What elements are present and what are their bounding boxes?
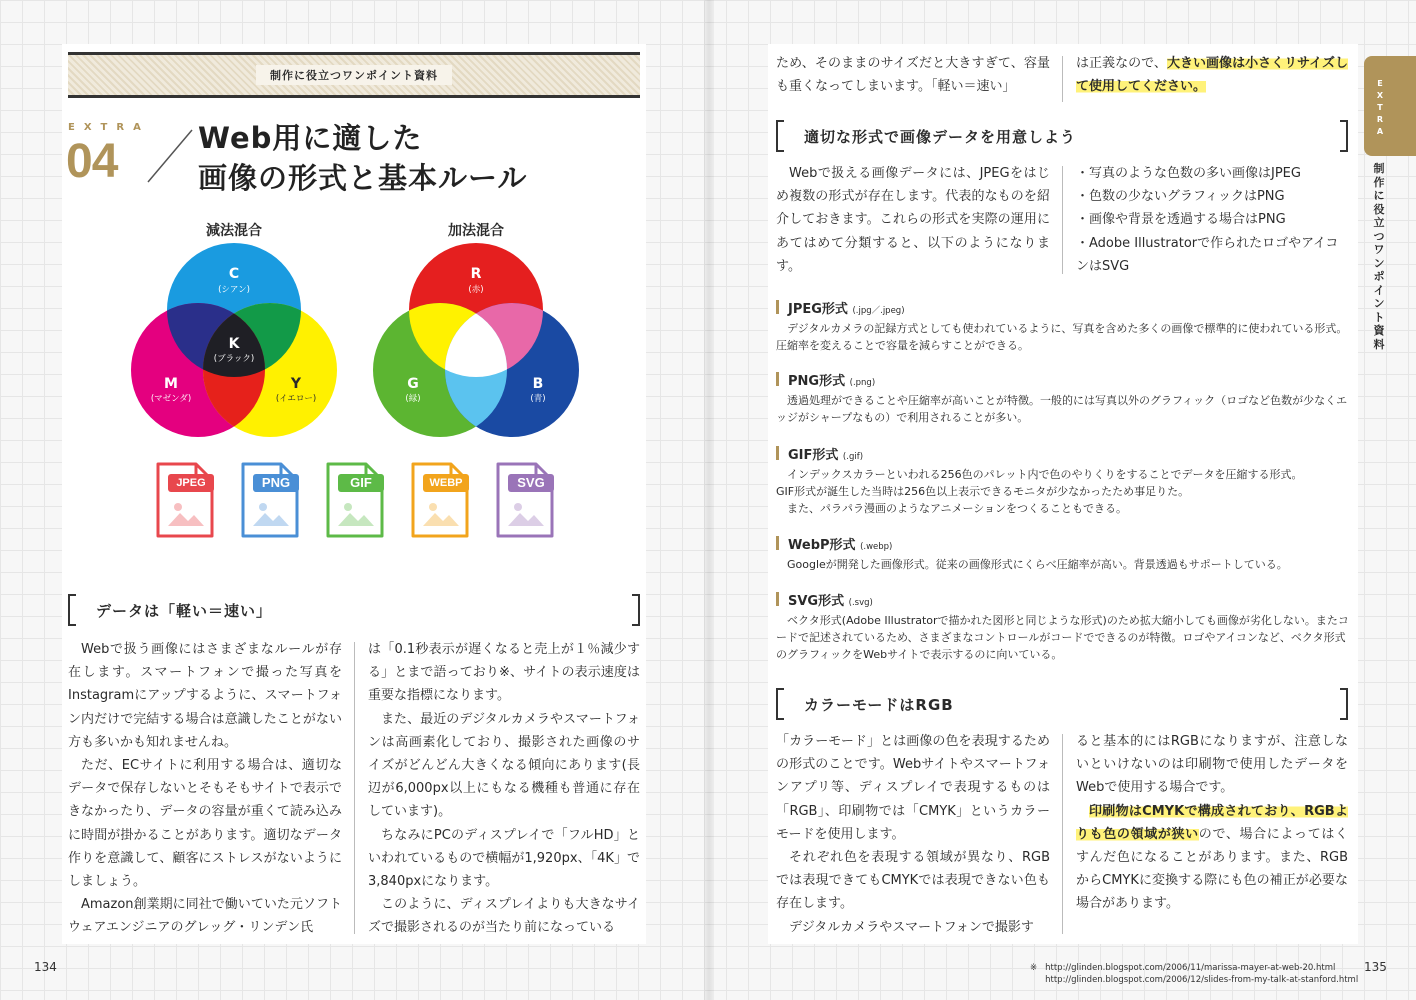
paragraph: Amazon創業期に同社で働いていた元ソフトウェアエンジニアのグレッグ・リンデン氏 (68, 897, 342, 936)
format-name: PNG形式 (788, 374, 846, 389)
title-line-2: 画像の形式と基本ルール (198, 161, 528, 195)
section-heading-color-mode (776, 688, 1348, 720)
extra-number: 04 (66, 135, 118, 188)
page-number-right: 135 (1364, 960, 1387, 974)
additive-venn-diagram (368, 240, 584, 440)
section3-column-2 (1076, 730, 1348, 916)
side-tab-vertical-text: 制作に役立つワンポイント資料 (1373, 162, 1385, 351)
file-icon-gif (324, 460, 386, 540)
text-run: は正義なので、 (1076, 56, 1167, 71)
footnote (1030, 962, 1358, 986)
paragraph: 透過処理ができることや圧縮率が高いことが特徴。一般的には写真以外のグラフィック（ロゴなど色数が少なくエッジがシャープなもの）で利用されることが多い。 (776, 394, 1348, 424)
column-divider (354, 642, 355, 934)
b-name: (青) (530, 394, 546, 404)
format-heading (776, 444, 863, 463)
c-letter: C (228, 266, 240, 282)
bullet-item: ・Adobe Illustratorで作られたロゴやアイコンはSVG (1076, 235, 1339, 274)
paragraph: デジタルカメラやスマートフォンで撮影す (789, 919, 1034, 935)
image-file-icon (154, 460, 216, 540)
g-letter: G (407, 376, 419, 392)
format-extension: (.jpg／.jpeg) (852, 306, 905, 316)
section1-column-1 (68, 638, 342, 940)
format-bullet-list (1076, 162, 1348, 278)
title-slash (142, 126, 198, 186)
image-file-icon (239, 460, 301, 540)
g-name: (緑) (405, 394, 421, 404)
subtractive-mix-label: 減法混合 (206, 223, 262, 239)
header-band-label: 制作に役立つワンポイント資料 (256, 65, 452, 85)
b-letter: B (532, 376, 544, 392)
format-extension: (.webp) (860, 542, 893, 552)
format-heading (776, 534, 892, 553)
file-icon-label: GIF (350, 475, 372, 490)
section-heading-formats (776, 120, 1348, 152)
paragraph: Webで扱える画像データには、JPEGをはじめ複数の形式が存在します。代表的なものを紹介しておきます。これらの形式を実際の運用にあてはめて分類すると、以下のようになります。 (776, 166, 1050, 274)
text-run: ので、場合によってはくすんだ色になることがあります。また、RGBからCMYKに変換する際にも色の補正が必要な場合があります。 (1076, 826, 1348, 912)
format-name: SVG形式 (788, 594, 845, 609)
paragraph: デジタルカメラの記録方式としても使われているように、写真を含めた多くの画像で標準的に使われている形式。圧縮率を変えることで容量を減らすことができる。 (776, 322, 1348, 352)
paragraph: このように、ディスプレイよりも大きなサイズで撮影されるのが当たり前になっている (368, 897, 640, 936)
column-divider (1062, 56, 1063, 102)
additive-mix-label: 加法混合 (448, 223, 504, 239)
section-heading-light-fast (68, 594, 640, 626)
footnote-url-1: http://glinden.blogspot.com/2006/11/marissa-mayer-at-web-20.html (1045, 963, 1336, 973)
c-name: (シアン) (218, 285, 250, 295)
page-number-left: 134 (34, 960, 57, 974)
paragraph: ベクタ形式(Adobe Illustratorで描かれた図形と同じような形式)のため拡大縮小しても画像が劣化しない。またコードで記述されているため、さまざまなコントロールがコードでできるのが特徴。ロゴやアイコンなど、ベクタ形式のグラフィックをWebサイトで表示するのに向いている。 (776, 614, 1349, 661)
format-description (776, 392, 1356, 426)
paragraph: ると基本的にはRGBになりますが、注意しないといけないのは印刷物で使用したデータをWebで使用する場合です。 (1076, 734, 1348, 796)
format-description (776, 466, 1356, 517)
section1-column-2 (368, 638, 640, 940)
bullet-item: ・画像や背景を透過する場合はPNG (1076, 212, 1286, 228)
file-icon-label: WEBP (429, 477, 463, 489)
format-name: WebP形式 (788, 538, 856, 553)
paragraph: 「カラーモード」とは画像の色を表現するための形式のことです。Webサイトやスマートフォンアプリ等、ディスプレイで表現するものは「RGB」、印刷物では「CMYK」というカラーモードを使用します。 (776, 734, 1050, 842)
paragraph: それぞれ色を表現する領域が異なり、RGBでは表現できてもCMYKでは表現できない色も存在します。 (776, 850, 1050, 912)
paragraph: は「0.1秒表示が遅くなると売上が１％減少する」とまで語っており※、サイトの表示速度は重要な指標になります。 (368, 642, 640, 704)
y-letter: Y (290, 376, 302, 392)
format-description (776, 320, 1356, 354)
right-top-column-2 (1076, 52, 1348, 98)
highlighted-text: 大きい画像は小さくリサイズして使用してください。 (1076, 56, 1348, 95)
k-letter: K (228, 336, 240, 352)
paragraph: Webで扱う画像にはさまざまなルールが存在します。スマートフォンで撮った写真をInstagramにアップするように、スマートフォン内だけで完結する場合は意識したことがない方も多いかも知れませんね。 (68, 642, 342, 750)
m-letter: M (164, 376, 178, 392)
section-heading-text: カラーモードはRGB (804, 696, 954, 714)
section2-intro (776, 162, 1050, 278)
r-letter: R (470, 266, 482, 282)
file-icon-svg (494, 460, 556, 540)
format-name: JPEG形式 (788, 302, 848, 317)
subtractive-venn-diagram (126, 240, 342, 440)
format-description (776, 556, 1356, 573)
m-name: (マゼンダ) (150, 394, 192, 404)
side-tab (1364, 56, 1416, 156)
column-divider (1062, 166, 1063, 274)
y-name: (イエロー) (275, 394, 317, 404)
file-icon-jpeg (154, 460, 216, 540)
paragraph: ため、そのままのサイズだと大きすぎて、容量も重くなってしまいます。「軽い＝速い」 (776, 56, 1050, 95)
bullet-item: ・色数の少ないグラフィックはPNG (1076, 189, 1285, 205)
header-band (68, 52, 640, 98)
paragraph: ただ、ECサイトに利用する場合は、適切なデータで保存しないとそもそもサイトで表示できなかったり、データの容量が重くて読み込みに時間が掛かることがあります。適切なデータ作りを意識して、顧客にストレスがないようにしましょう。 (68, 758, 342, 890)
section-heading-text: データは「軽い＝速い」 (96, 602, 273, 620)
image-file-icon (409, 460, 471, 540)
section3-column-1 (776, 730, 1050, 939)
title-line-1: Web用に適した (198, 121, 423, 155)
footnote-url-2: http://glinden.blogspot.com/2006/12/slides-from-my-talk-at-stanford.html (1045, 975, 1359, 985)
format-heading (776, 370, 875, 389)
format-heading (776, 298, 905, 317)
image-file-icon (494, 460, 556, 540)
file-icon-webp (409, 460, 471, 540)
format-extension: (.png) (849, 378, 876, 388)
file-icon-label: PNG (261, 475, 291, 490)
file-icon-png (239, 460, 301, 540)
file-icon-label: SVG (517, 475, 545, 490)
paragraph: インデックスカラーといわれる256色のパレット内で色のやりくりをすることでデータを圧縮する形式。 (787, 468, 1303, 481)
paragraph (1076, 800, 1348, 916)
extra-label: EXTRA (68, 122, 150, 133)
paragraph: Googleが開発した画像形式。従来の画像形式にくらべ圧縮率が高い。背景透過もサポートしている。 (787, 558, 1288, 571)
paragraph: また、最近のデジタルカメラやスマートフォンは高画素化しており、撮影された画像のサイズがどんどん大きくなる傾向にあります(長辺が6,000px以上にもなる機種も普通に存在しています)。 (368, 711, 640, 820)
paragraph: また、パラパラ漫画のようなアニメーションをつくることもできる。 (787, 502, 1128, 515)
format-extension: (.svg) (848, 598, 873, 608)
column-divider (1062, 734, 1063, 934)
format-description (776, 612, 1356, 663)
side-tab-word: EXTRA (1376, 79, 1388, 136)
paragraph: ちなみにPCのディスプレイで「フルHD」といわれているもので横幅が1,920px、「4K」で3,840pxになります。 (368, 827, 640, 890)
highlighted-text: 印刷物はCMYKで構成されており、RGBよりも色の領域が狭い (1076, 803, 1348, 842)
format-extension: (.gif) (842, 452, 864, 462)
section-heading-text: 適切な形式で画像データを用意しよう (804, 128, 1077, 146)
page-gutter (704, 0, 714, 1000)
file-icon-label: JPEG (176, 477, 206, 489)
format-name: GIF形式 (788, 448, 839, 463)
format-heading (776, 590, 873, 609)
k-name: (ブラック) (213, 354, 255, 364)
r-name: (赤) (468, 285, 484, 295)
right-top-column-1 (776, 52, 1050, 98)
paragraph (1076, 52, 1348, 98)
image-file-icon (324, 460, 386, 540)
footnote-mark: ※ (1030, 963, 1038, 973)
bullet-item: ・写真のような色数の多い画像はJPEG (1076, 166, 1301, 181)
paragraph: GIF形式が誕生した当時は256色以上表示できるモニタが少なかったため事足りた。 (776, 485, 1190, 498)
page-title (198, 118, 527, 198)
